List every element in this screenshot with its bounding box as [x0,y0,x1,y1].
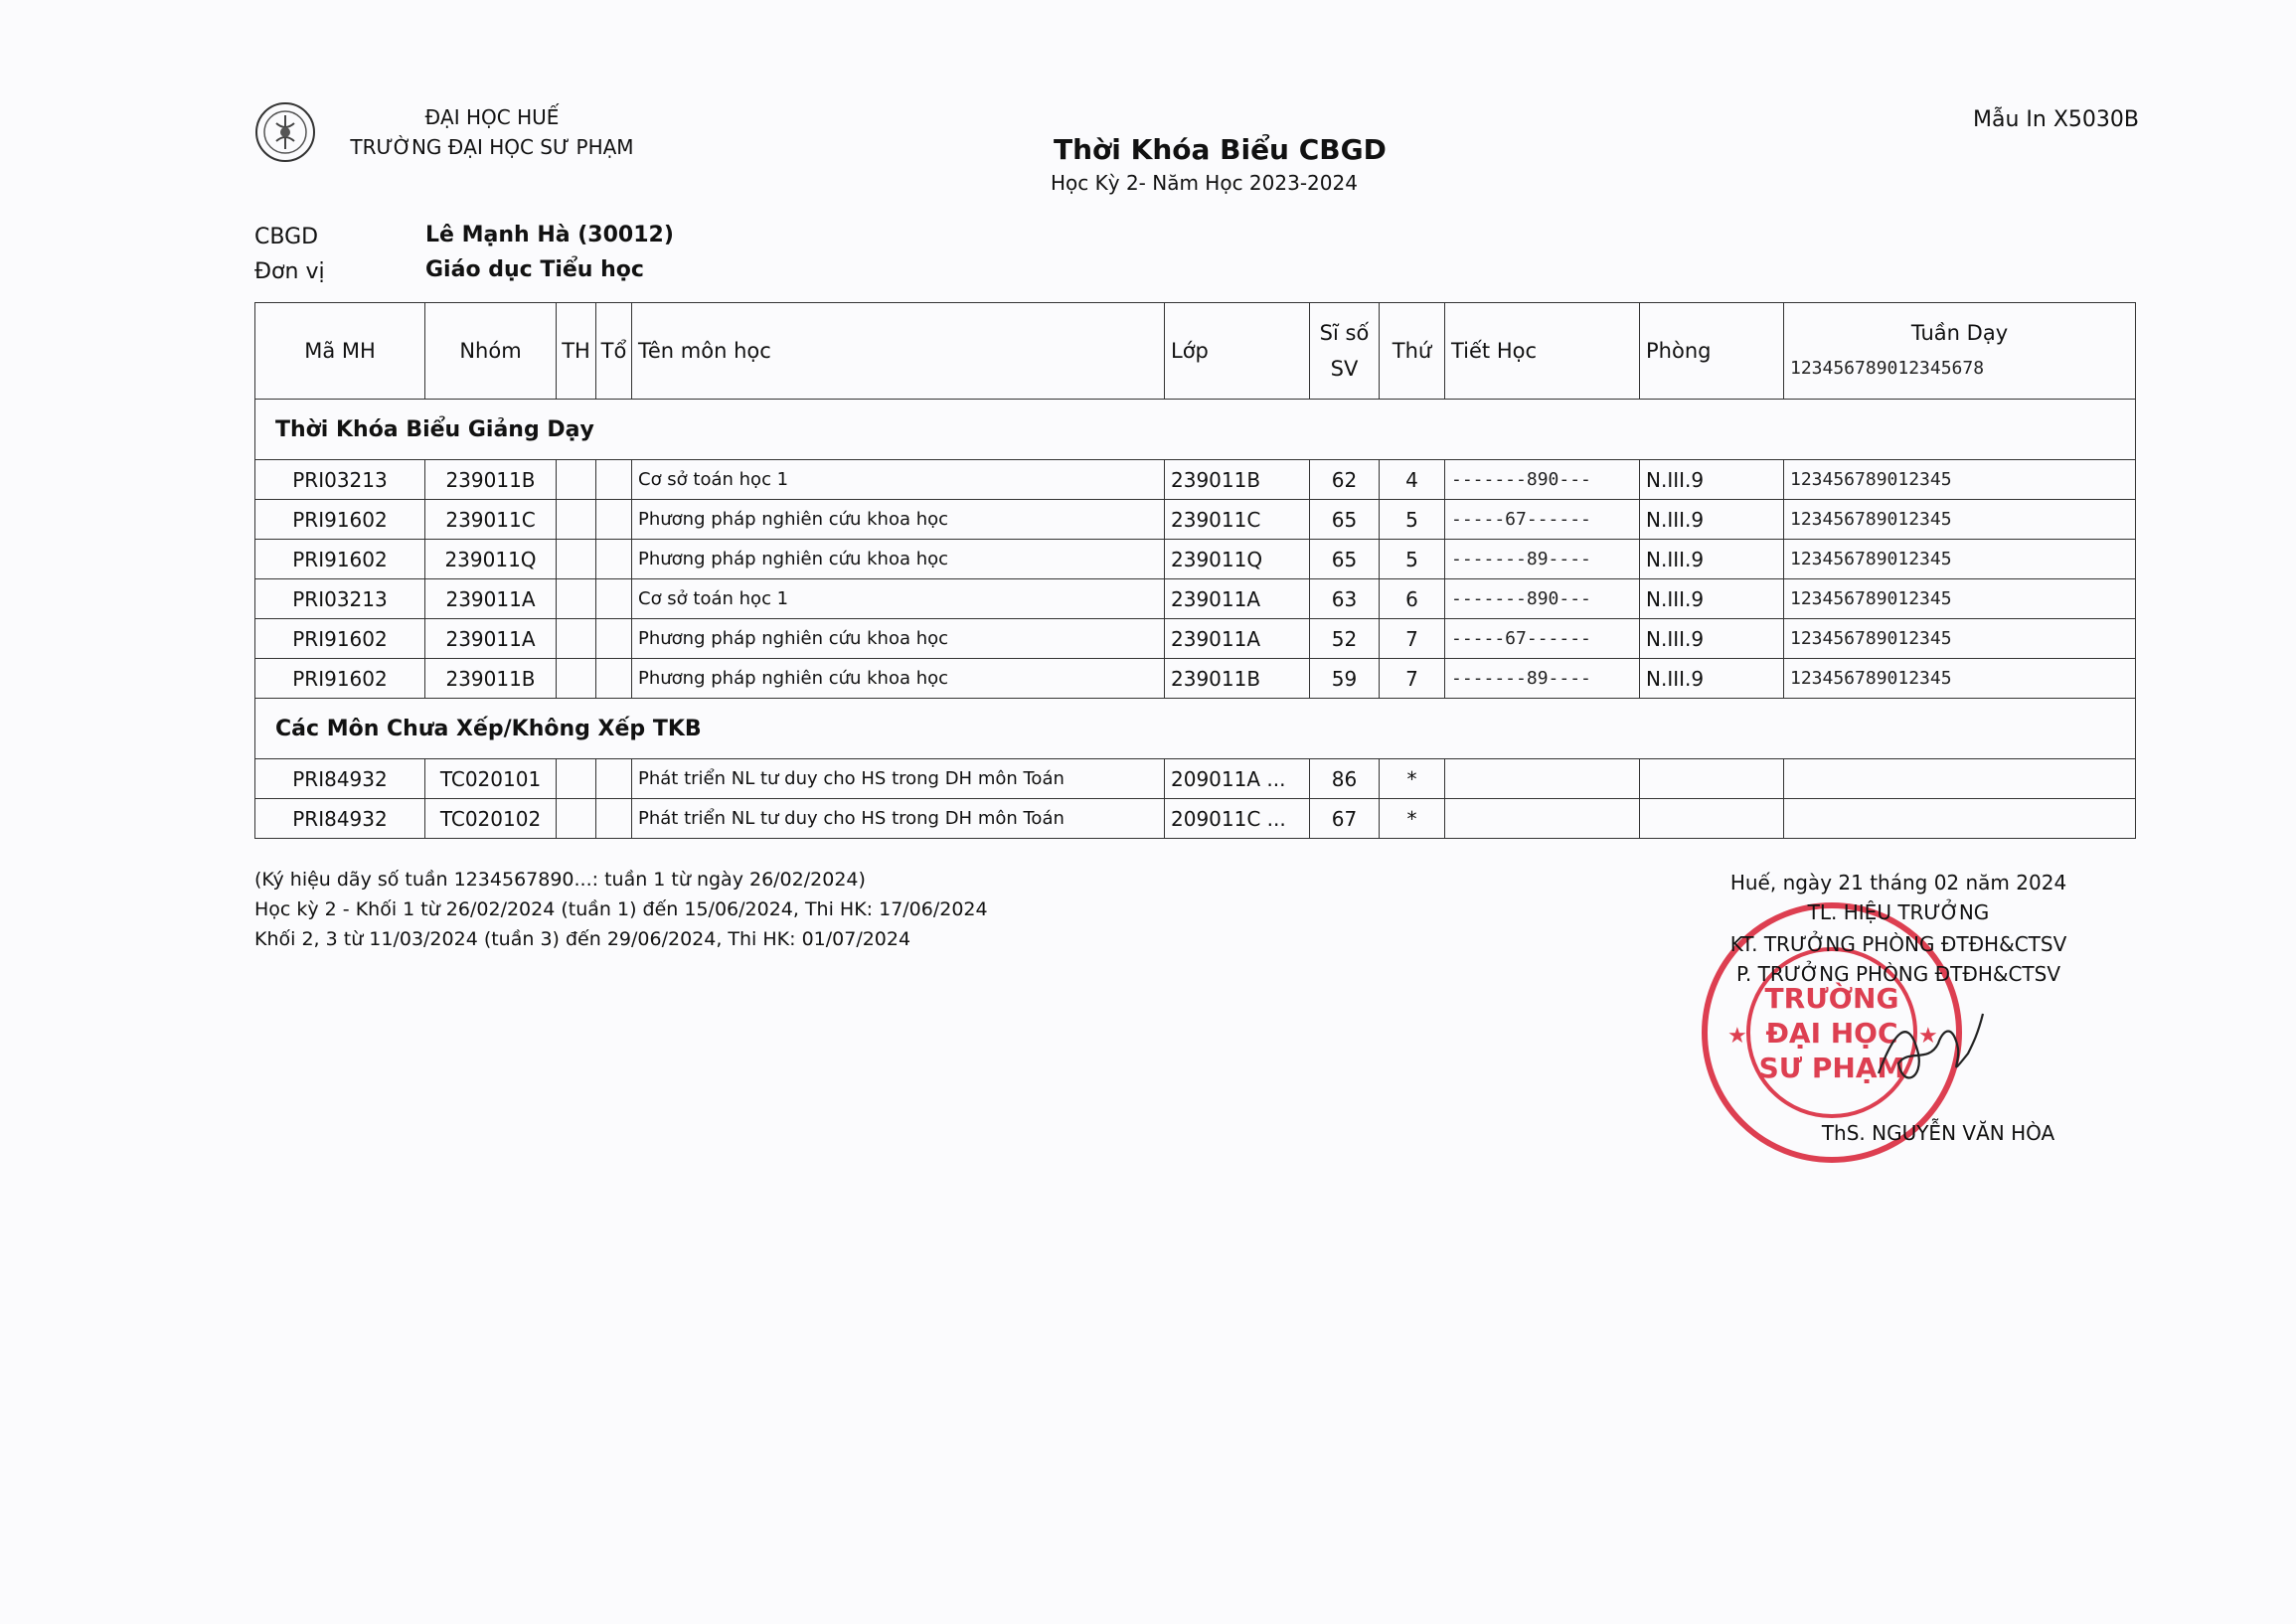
cell-th [557,579,596,619]
cell-code: PRI91602 [255,500,425,540]
col-room: Phòng [1640,303,1784,400]
cell-day: 4 [1380,460,1445,500]
cell-th [557,540,596,579]
cell-to [596,540,632,579]
cell-size: 59 [1310,659,1380,699]
cell-to [596,799,632,839]
cell-day: 6 [1380,579,1445,619]
page-title: Thời Khóa Biểu CBGD [1054,133,1387,166]
cell-periods [1445,759,1640,799]
cell-group: 239011A [425,579,557,619]
cell-group: 239011A [425,619,557,659]
note-line: (Ký hiệu dãy số tuần 1234567890...: tuần 1 từ ngày 26/02/2024) [254,869,866,891]
form-code: Mẫu In X5030B [1973,107,2139,132]
cell-code: PRI03213 [255,460,425,500]
schedule-table [254,302,2136,839]
stamp-text-1: TRƯỜNG [1764,982,1899,1015]
cell-th [557,659,596,699]
cell-day: * [1380,759,1445,799]
cell-size: 86 [1310,759,1380,799]
cell-group: 239011B [425,659,557,699]
page-subtitle: Học Kỳ 2- Năm Học 2023-2024 [1051,171,1358,195]
cell-name: Phát triển NL tư duy cho HS trong DH môn Toán [632,799,1165,839]
stamp-text-3: SƯ PHẠM [1758,1052,1905,1084]
cell-day: * [1380,799,1445,839]
cell-room: N.III.9 [1640,460,1784,500]
cell-class: 239011A [1165,579,1310,619]
cell-size: 62 [1310,460,1380,500]
cell-periods: -------890--- [1445,460,1640,500]
cell-to [596,500,632,540]
cell-room: N.III.9 [1640,579,1784,619]
cell-name: Cơ sở toán học 1 [632,579,1165,619]
cell-group: 239011B [425,460,557,500]
col-weeks-scale: 123456789012345678 [1790,358,1985,379]
col-class: Lớp [1165,303,1310,400]
col-th: TH [557,303,596,400]
col-weeks-label: Tuần Dạy [1910,321,2009,345]
cell-size: 63 [1310,579,1380,619]
cell-th [557,619,596,659]
cell-th [557,500,596,540]
cell-to [596,619,632,659]
cell-code: PRI91602 [255,619,425,659]
col-to: Tổ [596,303,632,400]
cell-name: Phương pháp nghiên cứu khoa học [632,659,1165,699]
signature-title-3: P. TRƯỞNG PHÒNG ĐTĐH&CTSV [1735,962,2061,986]
table-row [255,500,2136,540]
signature-title-2: KT. TRƯỞNG PHÒNG ĐTĐH&CTSV [1729,932,2067,956]
cell-weeks: 123456789012345 [1784,500,2136,540]
svg-text:★: ★ [1918,1024,1938,1049]
section-title-scheduled: Thời Khóa Biểu Giảng Dạy [255,400,2136,460]
cell-code: PRI84932 [255,799,425,839]
cell-room: N.III.9 [1640,540,1784,579]
cell-day: 7 [1380,619,1445,659]
section-header-scheduled [255,400,2136,460]
cell-periods: -------89---- [1445,540,1640,579]
cell-room: N.III.9 [1640,619,1784,659]
cell-code: PRI84932 [255,759,425,799]
cell-periods: -------89---- [1445,659,1640,699]
cell-weeks: 123456789012345 [1784,619,2136,659]
stamp-text-2: ĐẠI HỌC [1765,1017,1898,1050]
cell-name: Cơ sở toán học 1 [632,460,1165,500]
cell-to [596,579,632,619]
handwritten-signature [1869,994,1988,1103]
cell-weeks: 123456789012345 [1784,659,2136,699]
cell-th [557,460,596,500]
cell-day: 7 [1380,659,1445,699]
col-code: Mã MH [255,303,425,400]
svg-text:★: ★ [1727,1024,1747,1049]
cell-code: PRI03213 [255,579,425,619]
col-name: Tên môn học [632,303,1165,400]
cell-size: 65 [1310,500,1380,540]
cell-weeks [1784,799,2136,839]
cell-class: 239011Q [1165,540,1310,579]
school-name: TRƯỜNG ĐẠI HỌC SƯ PHẠM [350,135,634,159]
cell-day: 5 [1380,540,1445,579]
cell-name: Phương pháp nghiên cứu khoa học [632,619,1165,659]
table-row [255,540,2136,579]
cell-size: 65 [1310,540,1380,579]
cell-weeks: 123456789012345 [1784,540,2136,579]
signature-title-1: TL. HIỆU TRƯỞNG [1807,900,1990,924]
unit-value: Giáo dục Tiểu học [425,257,644,282]
cell-to [596,659,632,699]
cell-class: 209011A ... [1165,759,1310,799]
cell-periods: -------890--- [1445,579,1640,619]
col-size [1310,303,1380,400]
section-header-unscheduled [255,699,2136,759]
cell-group: 239011C [425,500,557,540]
col-weeks [1784,303,2136,400]
cell-room: N.III.9 [1640,659,1784,699]
cell-group: TC020102 [425,799,557,839]
lecturer-value: Lê Mạnh Hà (30012) [425,223,674,247]
cell-code: PRI91602 [255,540,425,579]
col-group: Nhóm [425,303,557,400]
note-line: Khối 2, 3 từ 11/03/2024 (tuần 3) đến 29/06/2024, Thi HK: 01/07/2024 [254,928,911,950]
cell-th [557,759,596,799]
table-header-row [255,303,2136,400]
institution-name: ĐẠI HỌC HUẾ [424,105,560,129]
signature-date: Huế, ngày 21 tháng 02 năm 2024 [1729,871,2067,894]
col-periods: Tiết Học [1445,303,1640,400]
section-title-unscheduled: Các Môn Chưa Xếp/Không Xếp TKB [255,699,2136,759]
cell-weeks: 123456789012345 [1784,460,2136,500]
table-row [255,799,2136,839]
cell-size: 67 [1310,799,1380,839]
cell-group: 239011Q [425,540,557,579]
table-row [255,759,2136,799]
signatory-name: ThS. NGUYỄN VĂN HÒA [1821,1121,2055,1145]
table-row [255,460,2136,500]
university-logo-icon [254,101,316,163]
cell-name: Phát triển NL tư duy cho HS trong DH môn Toán [632,759,1165,799]
cell-class: 239011B [1165,460,1310,500]
cell-code: PRI91602 [255,659,425,699]
cell-room: N.III.9 [1640,500,1784,540]
unit-label: Đơn vị [254,259,325,284]
cell-group: TC020101 [425,759,557,799]
col-size-line2: SV [1330,357,1359,381]
cell-weeks: 123456789012345 [1784,579,2136,619]
cell-th [557,799,596,839]
cell-day: 5 [1380,500,1445,540]
cell-periods: -----67------ [1445,619,1640,659]
table-row [255,659,2136,699]
cell-class: 209011C ... [1165,799,1310,839]
cell-weeks [1784,759,2136,799]
cell-name: Phương pháp nghiên cứu khoa học [632,540,1165,579]
table-row [255,579,2136,619]
table-row [255,619,2136,659]
cell-to [596,759,632,799]
cell-size: 52 [1310,619,1380,659]
cell-periods: -----67------ [1445,500,1640,540]
cell-name: Phương pháp nghiên cứu khoa học [632,500,1165,540]
lecturer-label: CBGD [254,225,319,249]
cell-room [1640,759,1784,799]
cell-class: 239011A [1165,619,1310,659]
cell-class: 239011B [1165,659,1310,699]
col-size-line1: Sĩ số [1319,321,1370,345]
cell-class: 239011C [1165,500,1310,540]
cell-to [596,460,632,500]
note-line: Học kỳ 2 - Khối 1 từ 26/02/2024 (tuần 1) đến 15/06/2024, Thi HK: 17/06/2024 [254,898,988,920]
cell-room [1640,799,1784,839]
col-day: Thứ [1380,303,1445,400]
cell-periods [1445,799,1640,839]
